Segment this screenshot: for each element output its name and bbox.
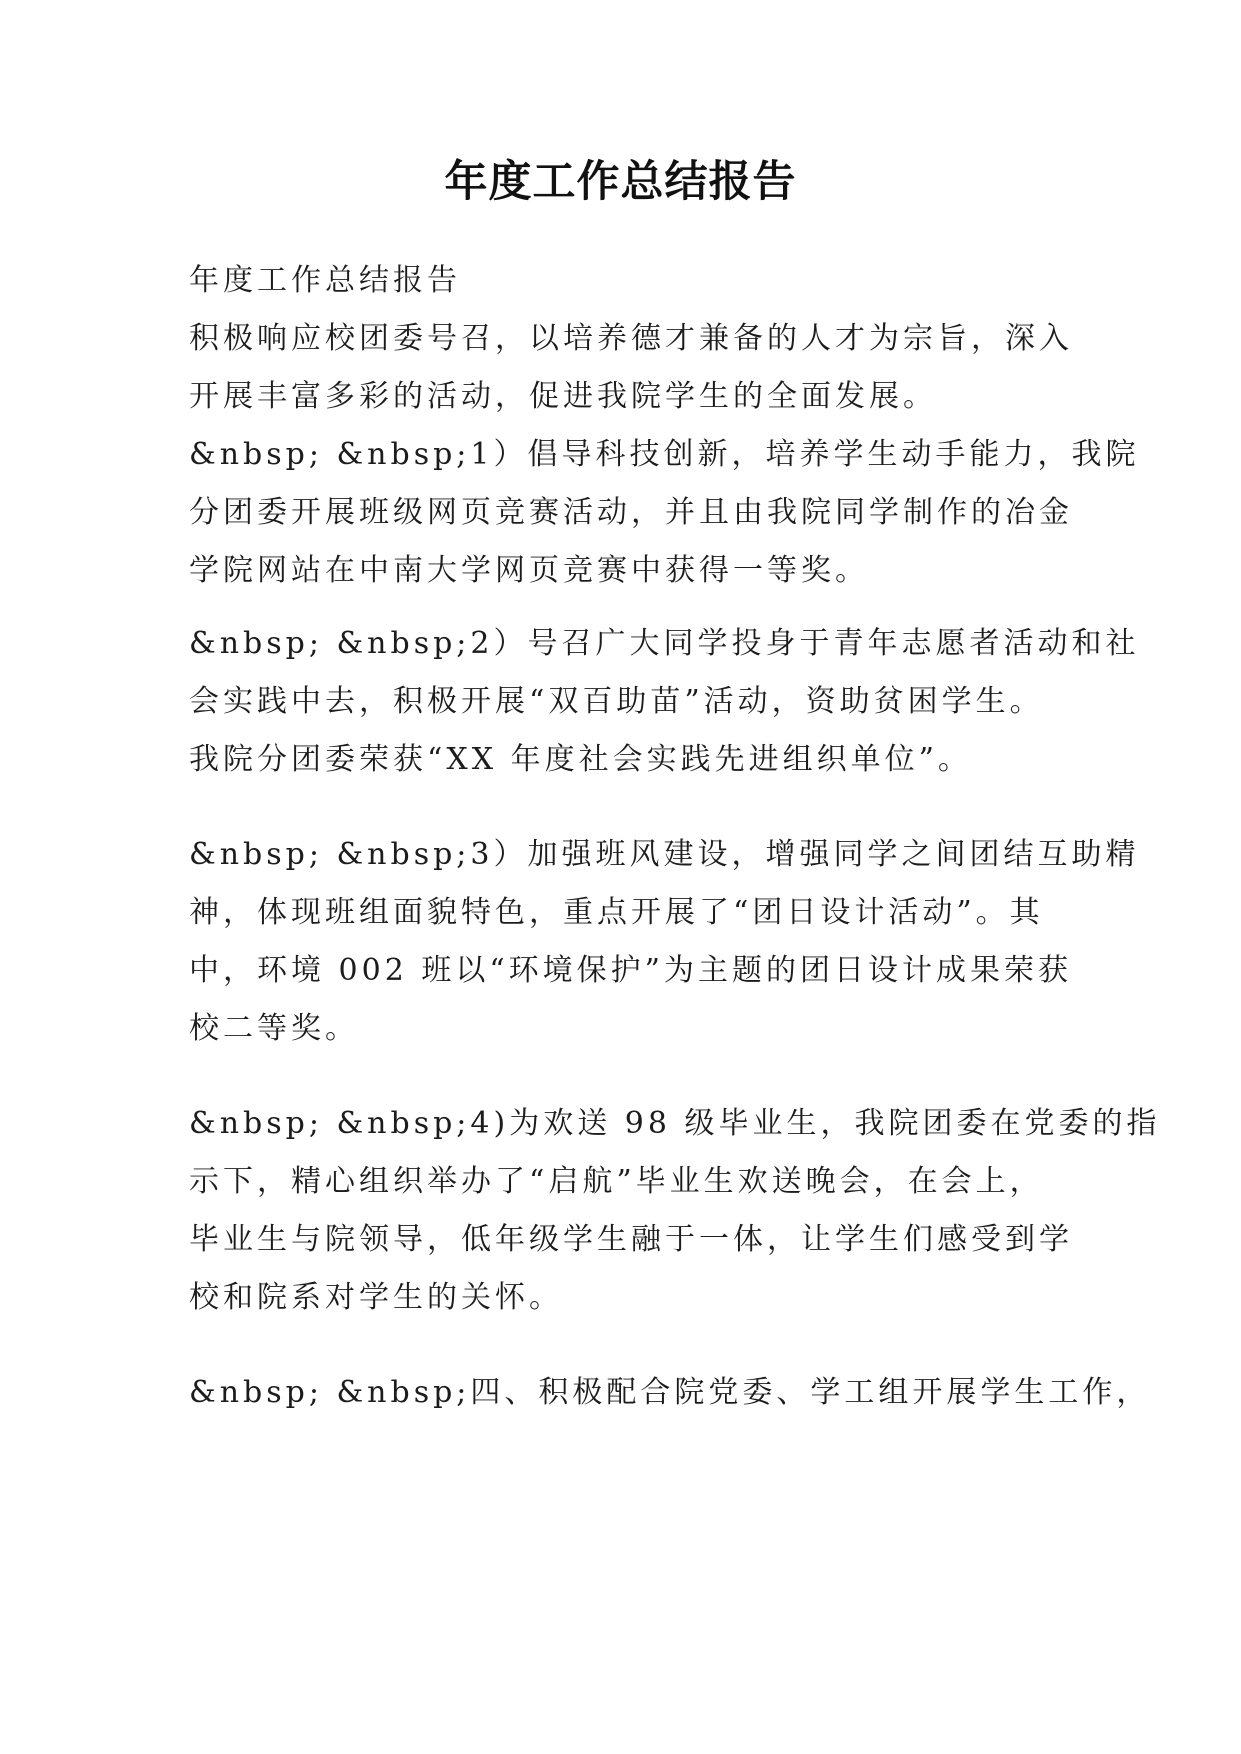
text-line: 会实践中去，积极开展“双百助苗”活动，资助贫困学生。 (189, 684, 1044, 719)
text-line: 年度工作总结报告 (189, 263, 461, 298)
text-line: 毕业生与院领导，低年级学生融于一体，让学生们感受到学 (189, 1222, 1073, 1257)
text-line: 神，体现班组面貌特色，重点开展了“团日设计活动”。其 (189, 895, 1044, 930)
page-title: 年度工作总结报告 (444, 157, 797, 207)
text-line: &nbsp; &nbsp;1）倡导科技创新，培养学生动手能力，我院 (189, 437, 1140, 472)
text-line: 示下，精心组织举办了“启航”毕业生欢送晚会，在会上， (189, 1164, 1044, 1199)
text-line: &nbsp; &nbsp;4)为欢送 98 级毕业生，我院团委在党委的指 (189, 1106, 1161, 1141)
text-line: 校和院系对学生的关怀。 (189, 1280, 563, 1315)
text-line: 积极响应校团委号召，以培养德才兼备的人才为宗旨，深入 (189, 321, 1073, 356)
text-line: 校二等奖。 (189, 1011, 359, 1046)
text-line: 学院网站在中南大学网页竞赛中获得一等奖。 (189, 553, 869, 588)
paragraph-item-2 (189, 615, 1140, 789)
text-line: &nbsp; &nbsp;2）号召广大同学投身于青年志愿者活动和社 (189, 626, 1140, 661)
text-line: 分团委开展班级网页竞赛活动，并且由我院同学制作的冶金 (189, 495, 1073, 530)
text-line: &nbsp; &nbsp;四、积极配合院党委、学工组开展学生工作， (189, 1375, 1151, 1410)
paragraph-item-4 (189, 1095, 1161, 1327)
text-line: 我院分团委荣获“XX 年度社会实践先进组织单位”。 (189, 742, 972, 777)
paragraph-section-4 (189, 1364, 1151, 1422)
paragraph-intro (189, 252, 1140, 600)
text-line: &nbsp; &nbsp;3）加强班风建设，增强同学之间团结互助精 (189, 837, 1140, 872)
text-line: 开展丰富多彩的活动，促进我院学生的全面发展。 (189, 379, 937, 414)
text-line: 中，环境 002 班以“环境保护”为主题的团日设计成果荣获 (189, 953, 1073, 988)
paragraph-item-3 (189, 826, 1140, 1058)
